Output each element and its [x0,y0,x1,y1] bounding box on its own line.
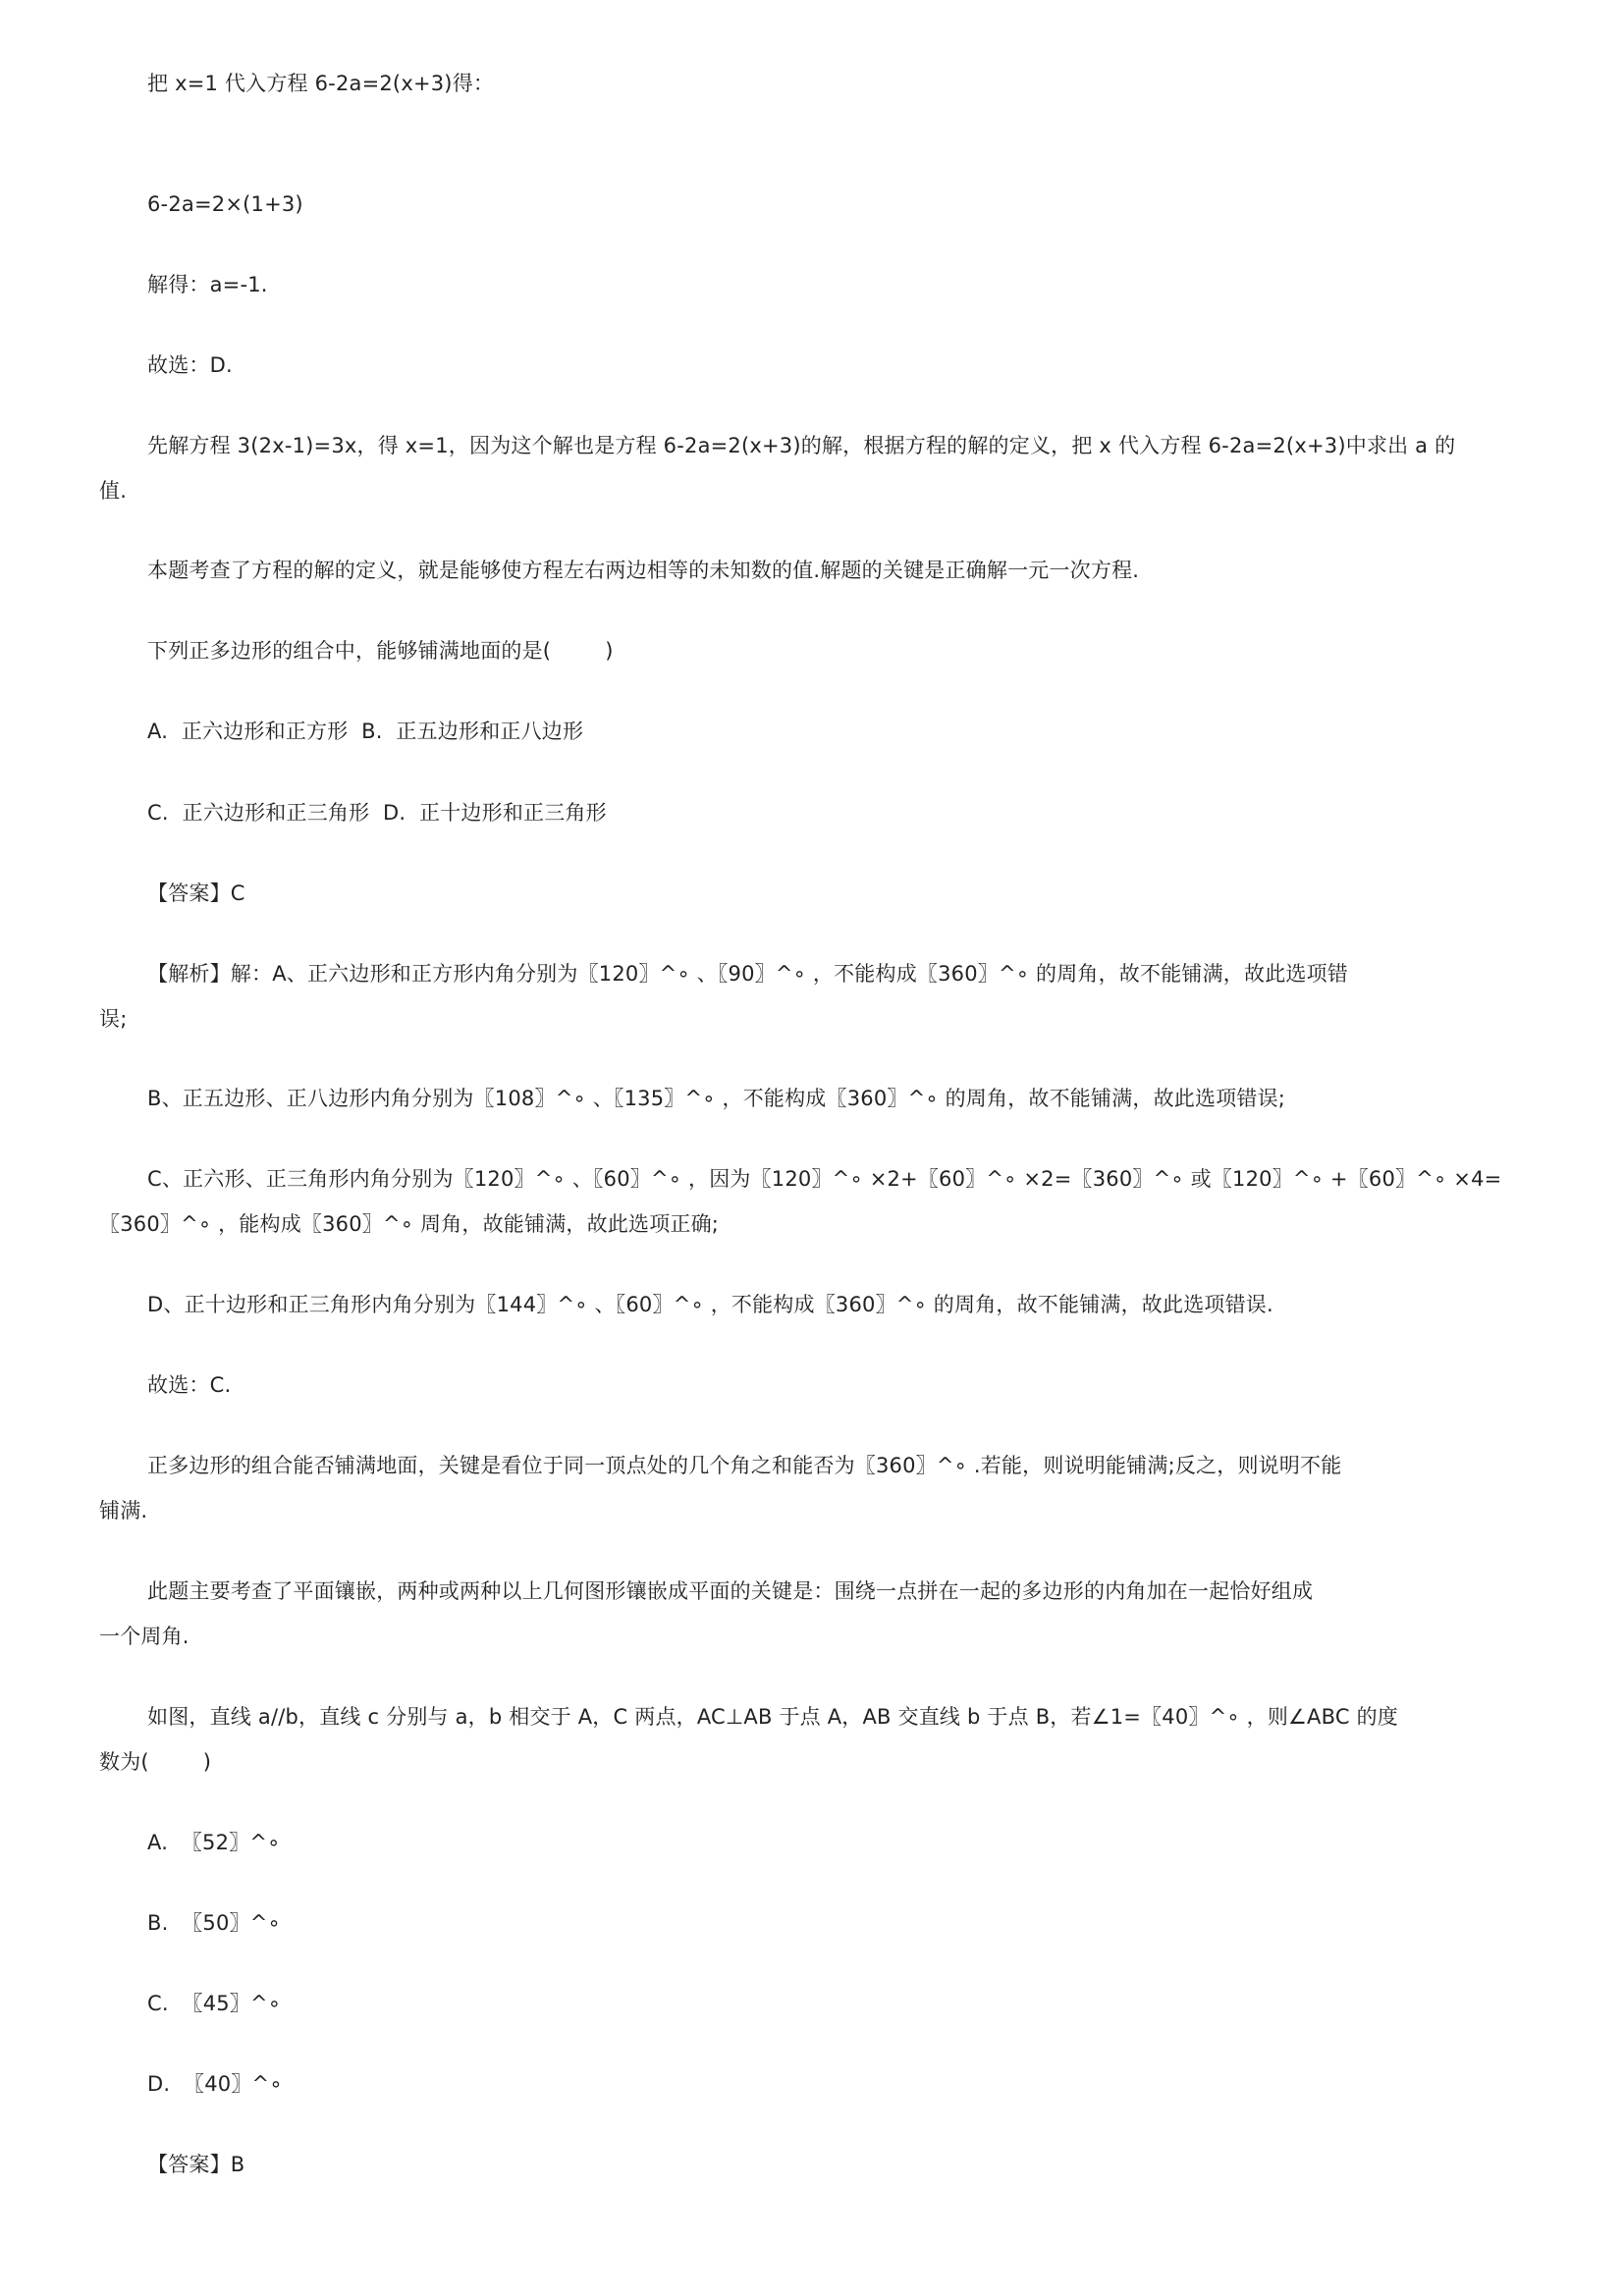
question-stem: 数为( ) [99,1750,212,1774]
text-line: 本题考查了方程的解的定义，就是能够使方程左右两边相等的未知数的值.解题的关键是正确解一元一次方程. [147,559,1140,582]
answer-option: C. 〖45〗^∘ [147,1992,282,2015]
answer-option: D. 〖40〗^∘ [147,2072,283,2096]
text-line: 此题主要考查了平面镶嵌，两种或两种以上几何图形镶嵌成平面的关键是：围绕一点拼在一起的多边形的内角加在一起恰好组成 [147,1579,1314,1603]
text-line: 【解析】解：A、正六边形和正方形内角分别为〖120〗^∘ 、〖90〗^∘ ，不能构成〖360〗^∘ 的周角，故不能铺满，故此选项错 [147,962,1348,986]
text-line: 值. [99,479,128,503]
question-stem: 如图，直线 a//b，直线 c 分别与 a，b 相交于 A，C 两点，AC⊥AB 于点 A，AB 交直线 b 于点 B，若∠1=〖40〗^∘ ，则∠ABC 的度 [147,1705,1398,1729]
text-line: D、正十边形和正三角形内角分别为〖144〗^∘ 、〖60〗^∘ ，不能构成〖360〗^∘ 的周角，故不能铺满，故此选项错误. [147,1293,1273,1316]
answer-option: B. 〖50〗^∘ [147,1911,281,1935]
text-line: 一个周角. [99,1625,189,1648]
text-line: 6-2a=2×(1+3) [147,192,303,216]
text-line: 〖360〗^∘ ，能构成〖360〗^∘ 周角，故能铺满，故此选项正确; [99,1212,720,1236]
answer-option: C. 正六边形和正三角形 D. 正十边形和正三角形 [147,801,607,825]
answer-option: A. 正六边形和正方形 B. 正五边形和正八边形 [147,720,584,743]
text-line: 先解方程 3(2x-1)=3x，得 x=1，因为这个解也是方程 6-2a=2(x+3)的解，根据方程的解的定义，把 x 代入方程 6-2a=2(x+3)中求出 a 的 [147,434,1456,457]
text-line: 故选：D. [147,353,233,377]
text-line: 把 x=1 代入方程 6-2a=2(x+3)得： [147,72,495,95]
answer-label: 【答案】C [147,881,245,905]
text-line: C、正六形、正三角形内角分别为〖120〗^∘ 、〖60〗^∘ ，因为〖120〗^∘ ×2+〖60〗^∘ ×2=〖360〗^∘ 或〖120〗^∘ +〖60〗^∘ ×4= [147,1167,1502,1191]
question-stem: 下列正多边形的组合中，能够铺满地面的是( ) [147,639,614,663]
text-line: 误; [99,1007,128,1031]
text-line: 故选：C. [147,1373,232,1397]
text-line: 解得：a=-1. [147,273,268,296]
answer-label: 【答案】B [147,2153,245,2176]
answer-option: A. 〖52〗^∘ [147,1831,281,1854]
text-line: 铺满. [99,1499,148,1522]
text-line: 正多边形的组合能否铺满地面，关键是看位于同一顶点处的几个角之和能否为〖360〗^∘ .若能，则说明能铺满;反之，则说明不能 [147,1454,1342,1477]
text-line: B、正五边形、正八边形内角分别为〖108〗^∘ 、〖135〗^∘ ，不能构成〖360〗^∘ 的周角，故不能铺满，故此选项错误; [147,1087,1286,1110]
